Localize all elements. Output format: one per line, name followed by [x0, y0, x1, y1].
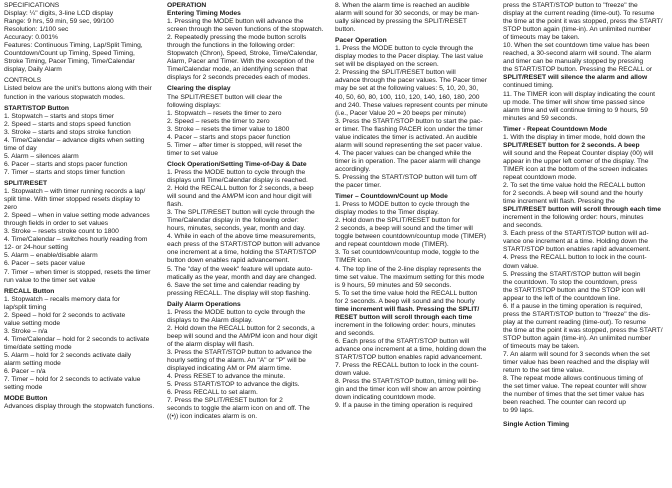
text-line: Listed below are the unit's buttons along with their — [4, 85, 152, 93]
text-line: split time. With timer stopped resets display to — [4, 196, 141, 204]
text-line: one increment at a time, holding the START/STOP — [167, 249, 317, 257]
section-heading: Entering Timing Modes — [167, 10, 241, 18]
text-line: down value. — [503, 262, 539, 270]
text-line: run value to the timer set value — [4, 276, 96, 284]
text-line: 40, 50, 60, 80, 100, 110, 120, 140, 160, 180, 200 — [335, 93, 480, 101]
text-line: 5. Press START/STOP to advance the digits. — [167, 381, 300, 389]
text-line: (i.e., Pacer Value 20 = 20 beeps per minute) — [335, 109, 466, 117]
text-line: RESET button will scroll through each time — [335, 313, 473, 321]
text-line: 6. Pacer – n/a — [4, 368, 46, 376]
text-line: 4. The pacer values can be changed while the — [335, 149, 472, 157]
text-line: alarm will sound representing the set pacer value. — [335, 141, 483, 149]
text-line: Display: ¼" digits, 3-line LCD display — [4, 10, 114, 18]
text-line: continued timing. — [503, 82, 554, 90]
text-line: appear in the upper left corner of the display. The — [503, 157, 649, 165]
text-line: display at the current reading (time-out). To resume — [503, 10, 655, 18]
text-line: hourly setting of the alarm. An "A" or "P" will be — [167, 357, 306, 365]
section-heading: RECALL Button — [4, 287, 55, 295]
text-line: up mode. The timer will show time passed since — [503, 98, 645, 106]
text-line: the START/STOP button. Pressing the RECALL or — [503, 66, 653, 74]
text-line: 2 seconds, a beep will sound and the timer will — [335, 225, 473, 233]
section-heading: Clock Operation/Setting Time-of-Day & Date — [167, 160, 307, 168]
text-line: display, Daily Alarm — [4, 66, 62, 74]
text-line: CONTROLS — [4, 77, 42, 85]
text-line: 1. Press the MODE button to cycle through the — [167, 308, 306, 316]
section-heading: START/STOP Button — [4, 104, 70, 112]
text-line: 7. Timer – starts and stops timer function — [4, 168, 125, 176]
text-line: increment in the following order: hours, minutes — [503, 214, 644, 222]
text-line: displays to the Alarm display. — [167, 316, 253, 324]
text-line: 8. Press the START/STOP button, timing will be- — [335, 378, 479, 386]
text-line: 7. An alarm will sound for 3 seconds when the set — [503, 351, 650, 359]
text-line: 2. Speed – starts and stops speed function — [4, 120, 131, 128]
text-line: Countdown/Count up Timing, Speed Timing, — [4, 50, 135, 58]
text-line: 3. Stroke – resets stroke count to 1800 — [4, 228, 119, 236]
text-line: advance through the pacer values. The Pacer timer — [335, 77, 487, 85]
text-line: ually silenced by pressing the SPLIT/RESET — [335, 18, 467, 26]
text-line: 8. The repeat mode allows continuous timing of — [503, 375, 644, 383]
text-line: the number of times that the set timer value has — [503, 391, 645, 399]
text-line: SPLIT/RESET button will scroll through each time — [503, 206, 661, 214]
text-line: displays until Time/Calendar display is reached. — [167, 176, 308, 184]
text-line: is 9 hours, 59 minutes and 59 seconds. — [335, 281, 452, 289]
section-heading: OPERATION — [167, 2, 207, 9]
text-line: 9. If a pause in the timing operation is required — [335, 402, 473, 410]
text-line: 1. Press the MODE button to cycle through the — [167, 168, 306, 176]
text-line: value indicates the timer is activated. An audible — [335, 133, 478, 141]
text-line: of timeouts may be taken. — [503, 34, 580, 42]
text-line: and repeat countdown mode (TIMER). — [335, 241, 449, 249]
text-line: SPLIT/RESET button for 2 seconds. A beep — [503, 141, 640, 149]
text-line: 6. Save the set time and calendar reading by — [167, 281, 300, 289]
text-line: 1. Stopwatch – starts and stops timer — [4, 112, 115, 120]
text-line: following displays: — [167, 101, 221, 109]
section-heading: Timer – Countdown/Count up Mode — [335, 193, 448, 201]
text-line: Time/Calendar display in the following order: — [167, 217, 299, 225]
text-line: displayed indicating AM or PM alarm time. — [167, 365, 292, 373]
text-line: 4. Press the RECALL button to lock in the count- — [503, 254, 647, 262]
text-line: alarm setting mode — [4, 360, 61, 368]
column-3-text — [335, 2, 499, 410]
text-line: 1. Stopwatch – resets the timer to zero — [167, 109, 282, 117]
text-line: START/STOP button enables rapid advancement. — [503, 246, 651, 254]
text-line: displays for 2 seconds precedes each of modes. — [167, 74, 311, 82]
text-line: 4. Pacer – starts and stops pacer function — [167, 133, 291, 141]
text-line: STOP button again (time-in). An unlimited number — [503, 334, 651, 342]
text-line: 2. Repeatedly pressing the mode button scrolls — [167, 34, 307, 42]
text-line: minutes and 59 seconds. — [503, 114, 578, 122]
text-line: 4. Time/Calendar – switches hourly reading from — [4, 236, 148, 244]
text-line: Time/Calendar mode, an identifying screen that — [167, 66, 308, 74]
text-line: press the START/STOP button to "freeze" the dis- — [503, 310, 651, 318]
text-line: ((•)) icon indicates alarm is on. — [167, 413, 258, 421]
text-line: of the alarm display will flash. — [167, 340, 254, 348]
text-line: the START/STOP button and the STOP icon will — [503, 286, 645, 294]
text-line: timer to set value — [167, 149, 218, 157]
text-line: through fields in order to set values — [4, 220, 109, 228]
text-line: SPECIFICATIONS — [4, 2, 60, 9]
text-line: for 2 seconds. A beep will sound and the hourly — [503, 190, 643, 198]
text-line: 6. Pacer – sets pacer value — [4, 260, 86, 268]
text-line: alarm will sound for 30 seconds, or may be man- — [335, 10, 480, 18]
text-line: Accuracy: 0.001% — [4, 34, 58, 42]
text-line: of timeouts may be taken. — [503, 342, 580, 350]
text-line: 7. Press the RECALL button to lock in the count- — [335, 362, 479, 370]
column-2-text — [167, 2, 331, 421]
column-4-text — [503, 2, 667, 429]
text-line: 6. Pacer – starts and stops pacer function — [4, 160, 128, 168]
column-4 — [503, 2, 667, 488]
text-line: lap/split timing — [4, 303, 47, 311]
text-line: 6. Press RECALL to set alarm. — [167, 389, 258, 397]
text-line: 7. Press the SPLIT/RESET button for 2 — [167, 397, 283, 405]
text-line: er timer. The flashing PACER icon under the timer — [335, 125, 483, 133]
text-line: 1. Press the MODE button to cycle through the — [335, 45, 474, 53]
text-line: time increment will flash. Pressing the — [503, 198, 615, 206]
text-line: 3. To set countdown/countup mode, toggle to the — [335, 249, 480, 257]
section-heading: Single Action Timing — [503, 421, 570, 429]
text-line: button down enables rapid advancement. — [167, 257, 290, 265]
text-line: setting mode — [4, 384, 43, 392]
text-line: matically as the year, month and day are changed. — [167, 273, 317, 281]
text-line: function in the various stopwatch modes. — [4, 93, 125, 101]
text-line: through the functions in the following order: — [167, 42, 295, 50]
text-line: Resolution: 1/100 sec — [4, 26, 69, 34]
column-1-text — [4, 2, 163, 411]
text-line: will sound and the Repeat Counter display (00) will — [503, 149, 654, 157]
text-line: alarm time and will continue timing to 9 hours, 59 — [503, 106, 648, 114]
text-line: seconds to toggle the alarm icon on and off. The — [167, 405, 310, 413]
text-line: 11. The TIMER icon will display indicating the count — [503, 90, 656, 98]
text-line: 8. When the alarm time is reached an audible — [335, 2, 470, 9]
text-line: return to the set time value. — [503, 367, 585, 375]
column-3 — [335, 2, 499, 488]
text-line: and seconds. — [335, 329, 375, 337]
text-line: Advances display through the stopwatch functions. — [4, 403, 155, 411]
text-line: 3. Press the START/STOP button to advance the — [167, 348, 312, 356]
text-line: 12- or 24-hour setting — [4, 244, 68, 252]
text-line: 2. Pressing the SPLIT/RESET button will — [335, 69, 456, 77]
section-heading: Pacer Operation — [335, 37, 387, 45]
text-line: 2. Hold the RECALL button for 2 seconds, a beep — [167, 185, 314, 193]
text-line: 7. Timer – hold for 2 seconds to activate value — [4, 376, 141, 384]
text-line: 4. While in each of the above time measurements, — [167, 233, 316, 241]
text-line: repeat countdown mode. — [503, 173, 577, 181]
text-line: been reached. The counter can record up — [503, 399, 626, 407]
text-line: button. — [335, 26, 356, 34]
text-line: accordingly. — [335, 165, 371, 173]
text-line: display modes to the Pacer display. The last value — [335, 53, 484, 61]
text-line: 6. If a pause in the timing operation is required, — [503, 302, 643, 310]
text-line: down indicating countdown mode. — [335, 394, 436, 402]
text-line: 6. Each press of the START/STOP button will — [335, 337, 470, 345]
text-line: the countdown. To stop the countdown, press — [503, 278, 638, 286]
text-line: hours, minutes, seconds, year, month and day. — [167, 225, 306, 233]
text-line: 5. Alarm – silences alarm — [4, 152, 79, 160]
text-line: 5. Alarm – hold for 2 seconds activate daily — [4, 351, 132, 359]
text-line: value setting mode — [4, 319, 61, 327]
text-line: the time at the point it was stopped, press the START/ — [503, 326, 663, 334]
text-line: 3. Each press of the START/STOP button will ad- — [503, 230, 649, 238]
text-line: 4. The top line of the 2-line display represents the — [335, 265, 482, 273]
text-line: Stroke Timing, Pacer Timing, Time/Calendar — [4, 58, 135, 66]
text-line: 5. To set the time value hold the RECALL button — [335, 289, 478, 297]
text-line: 5. Alarm – enable/disable alarm — [4, 252, 98, 260]
text-line: time/date setting mode — [4, 343, 72, 351]
text-line: TIMER icon. — [335, 257, 372, 265]
text-line: to 99 laps. — [503, 407, 534, 415]
text-line: STOP button again (time-in). An unlimited number — [503, 26, 651, 34]
text-line: SPLIT/RESET will silence the alarm and allow — [503, 74, 648, 82]
text-line: 1. Stopwatch – with timer running records a lap/ — [4, 188, 146, 196]
section-heading: SPLIT/RESET — [4, 179, 48, 187]
text-line: pressing RECALL. The display will stop flashing. — [167, 289, 311, 297]
text-line: time increment will flash. Pressing the SPLIT/ — [335, 305, 480, 313]
text-line: 3. The SPLIT/RESET button will cycle through the — [167, 209, 315, 217]
text-line: 1. Press to MODE button to cycle through the — [335, 201, 470, 209]
text-line: time set value. The maximum setting for this mode — [335, 273, 485, 281]
text-line: the set timer value. The repeat counter will show — [503, 383, 647, 391]
text-line: gin and the timer icon will show an arrow pointing — [335, 386, 481, 394]
text-line: set will be displayed on the screen. — [335, 61, 439, 69]
text-line: vance one increment at a time. Holding down the — [503, 238, 648, 246]
text-line: 4. Time/Calendar – advance digits when setting — [4, 136, 145, 144]
text-line: START/STOP button enables rapid advancement. — [335, 354, 483, 362]
text-line: zero — [4, 204, 18, 212]
text-line: Stopwatch (Chron), Speed, Stroke, Time/Calendar, — [167, 50, 318, 58]
text-line: 2. Speed – when in value setting mode advances — [4, 212, 150, 220]
text-line: reached, a 30-second alarm will sound. The alarm — [503, 50, 652, 58]
text-line: timer is in operation. The pacer alarm will change — [335, 157, 481, 165]
text-line: appear to the left of the countdown line. — [503, 294, 621, 302]
text-line: 2. Speed – hold for 2 seconds to activate — [4, 311, 126, 319]
text-line: Range: 9 hrs, 59 min, 59 sec, 99/100 — [4, 18, 114, 26]
text-line: and 240. These values represent counts per minute — [335, 101, 488, 109]
section-heading: Clearing the display — [167, 85, 231, 93]
text-line: display modes to the Timer display. — [335, 209, 439, 217]
text-line: may be set at the following values: 5, 10, 20, 30, — [335, 85, 479, 93]
text-line: Alarm, Pacer and Timer. With the exception of the — [167, 58, 315, 66]
section-heading: Timer - Repeat Countdown Mode — [503, 125, 608, 133]
text-line: 1. Stopwatch – recalls memory data for — [4, 295, 120, 303]
text-line: 2. To set the time value hold the RECALL button — [503, 182, 646, 190]
text-line: 2. Hold down the RECALL button for 2 seconds, a — [167, 324, 315, 332]
column-2 — [167, 2, 331, 488]
text-line: screen through the seven functions of the stopwatch. — [167, 26, 324, 34]
text-line: toggle between countdown/countup mode (TIMER) — [335, 233, 486, 241]
text-line: will sound and the AM/PM icon and hour digit will — [167, 193, 312, 201]
text-line: 5. Pressing the START/STOP button will turn off — [335, 173, 477, 181]
text-line: advance one increment at a time, holding down the — [335, 345, 487, 353]
text-line: beep will sound and the AM/PM icon and hour digit — [167, 332, 318, 340]
text-line: Features: Continuous Timing, Lap/Split Timing, — [4, 42, 143, 50]
text-line: 2. Hold down the SPLIT/RESET button for — [335, 217, 460, 225]
text-line: 5. Pressing the START/STOP button will begin — [503, 270, 641, 278]
text-line: and seconds. — [503, 222, 543, 230]
text-line: TIMER icon at the bottom of the screen indicates — [503, 165, 648, 173]
text-line: 4. Press RESET to advance the minute. — [167, 373, 286, 381]
text-line: the pacer timer. — [335, 182, 382, 190]
text-line: play at the current reading (time-out). To resume — [503, 318, 646, 326]
section-heading: MODE Button — [4, 395, 48, 403]
text-line: 2. Speed – resets the timer to zero — [167, 117, 270, 125]
text-line: and timer can be manually stopped by pressing — [503, 58, 644, 66]
text-line: the time at the point it was stopped, press the START/ — [503, 18, 663, 26]
text-line: press the START/STOP button to "freeze" the — [503, 2, 638, 9]
text-line: timer value has been reached and the display will — [503, 359, 650, 367]
text-line: The SPLIT/RESET button will clear the — [167, 93, 283, 101]
section-heading: Daily Alarm Operations — [167, 300, 241, 308]
text-line: 3. Stroke – n/a — [4, 327, 48, 335]
text-line: down value. — [335, 370, 371, 378]
text-line: time of day — [4, 144, 37, 152]
text-line: 4. Time/Calendar – hold for 2 seconds to activate — [4, 335, 150, 343]
text-line: 5. Timer – after timer is stopped, will reset the — [167, 141, 302, 149]
text-line: 1. With the display in timer mode, hold down the — [503, 133, 646, 141]
text-line: 3. Stroke – resets the timer value to 1800 — [167, 125, 290, 133]
column-1 — [4, 2, 163, 488]
text-line: each press of the START/STOP button will advance — [167, 241, 321, 249]
text-line: 1. Pressing the MODE button will advance the — [167, 18, 304, 26]
text-line: 10. When the set countdown time value has been — [503, 42, 650, 50]
text-line: increment in the following order: hours, minutes — [335, 321, 476, 329]
text-line: 3. Press the START/STOP button to start the pac- — [335, 117, 483, 125]
text-line: 5. The "day of the week" feature will update auto- — [167, 265, 313, 273]
text-line: 3. Stroke – starts and stops stroke function — [4, 128, 131, 136]
text-line: for 2 seconds. A beep will sound and the hourly — [335, 297, 475, 305]
text-line: flash. — [167, 201, 183, 209]
text-line: 7. Timer – when timer is stopped, resets the timer — [4, 268, 151, 276]
